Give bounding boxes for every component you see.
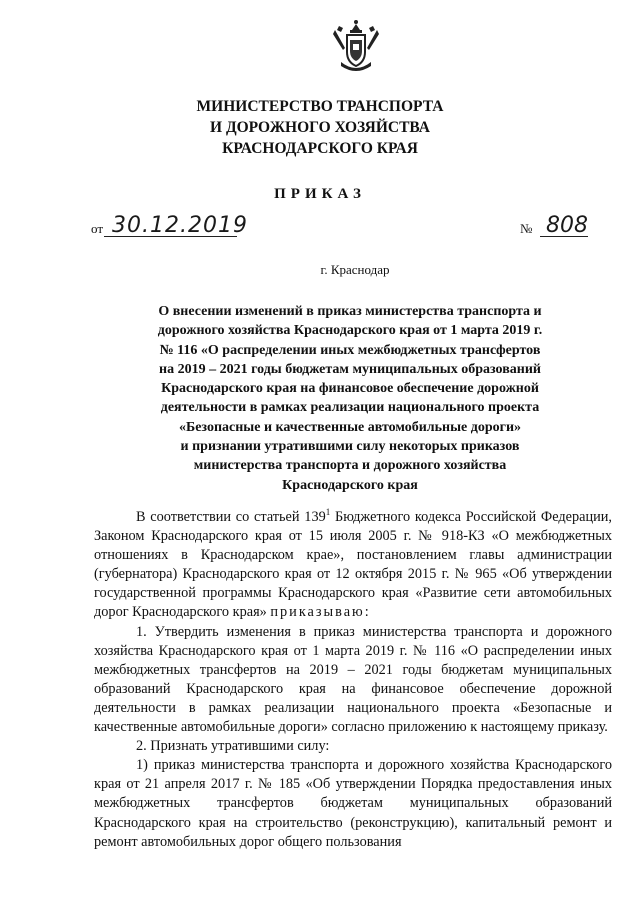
order-date-handwritten: 30.12.2019 [112,213,248,238]
subject-line: Краснодарского края [282,477,418,493]
item-2-paragraph: 2. Признать утратившими силу: [136,738,330,755]
subject-line: № 116 «О распределении иных межбюджетных трансфертов [159,342,541,358]
preamble-text-rest: Бюджетного кодекса Российской Федерации, Законом Краснодарского края от 15 июля 2005 г. № 918-КЗ «О межбюджетных отношениях в Краснодарском крае», постановлением главы администрации (губернатора) Краснодарского края от 12 октября 2015 г. № 965 «Об утверждении государственной программы Краснодарского края «Развитие сети автомобильных дорог Краснодарского края» [94,509,612,621]
preamble-paragraph [94,508,612,623]
ministry-name-line2: И ДОРОЖНОГО ХОЗЯЙСТВА [210,119,430,136]
date-label: от [91,221,104,236]
ministry-name-line3: КРАСНОДАРСКОГО КРАЯ [222,140,418,157]
item-2-1-paragraph: 1) приказ министерства транспорта и дорожного хозяйства Краснодарского края от 21 апреля 2017 г. № 185 «Об утверждении Порядка предоставления иных межбюджетных трансфертов бюджетам муниципальных образований Краснодарского края на строительство (реконструкцию), капитальный ремонт и ремонт автомобильных дорог общего пользования [94,757,612,850]
order-number-handwritten: 808 [546,213,588,238]
subject-line: на 2019 – 2021 годы бюджетам муниципальных образований [159,361,541,377]
coat-of-arms-emblem [331,18,381,76]
number-label: № [520,221,533,236]
item-1-paragraph: 1. Утвердить изменения в приказ министерства транспорта и дорожного хозяйства Краснодарского края от 1 марта 2019 г. № 116 «О распределении иных межбюджетных трансфертов на 2019 – 2021 годы бюджетам муниципальных образований Краснодарского края на финансовое обеспечение дорожной деятельности в рамках реализации национального проекта «Безопасные и качественные автомобильные дороги» согласно приложению к настоящему приказу. [94,623,612,736]
order-body [94,508,612,852]
preamble-text-start: В соответствии со статьей 139 [136,509,326,525]
subject-line: и признании утратившими силу некоторых приказов [180,439,520,455]
subject-line: Краснодарского края на финансовое обеспечение дорожной [161,381,539,397]
city-name: г. Краснодар [320,262,390,277]
document-type-title: ПРИКАЗ [274,186,366,202]
subject-line: «Безопасные и качественные автомобильные дороги» [178,419,522,435]
subject-line: министерства транспорта и дорожного хозяйства [193,458,507,474]
ministry-name [0,96,640,159]
subject-line: О внесении изменений в приказ министерства транспорта и [158,304,542,319]
subject-line: дорожного хозяйства Краснодарского края от 1 марта 2019 г. [157,323,543,339]
subject-line: деятельности в рамках реализации национального проекта [160,400,540,416]
ministry-name-line1: МИНИСТЕРСТВО ТРАНСПОРТА [196,98,444,115]
order-word: приказываю: [270,604,371,621]
order-subject [130,302,570,495]
article-superscript: 1 [325,507,331,518]
